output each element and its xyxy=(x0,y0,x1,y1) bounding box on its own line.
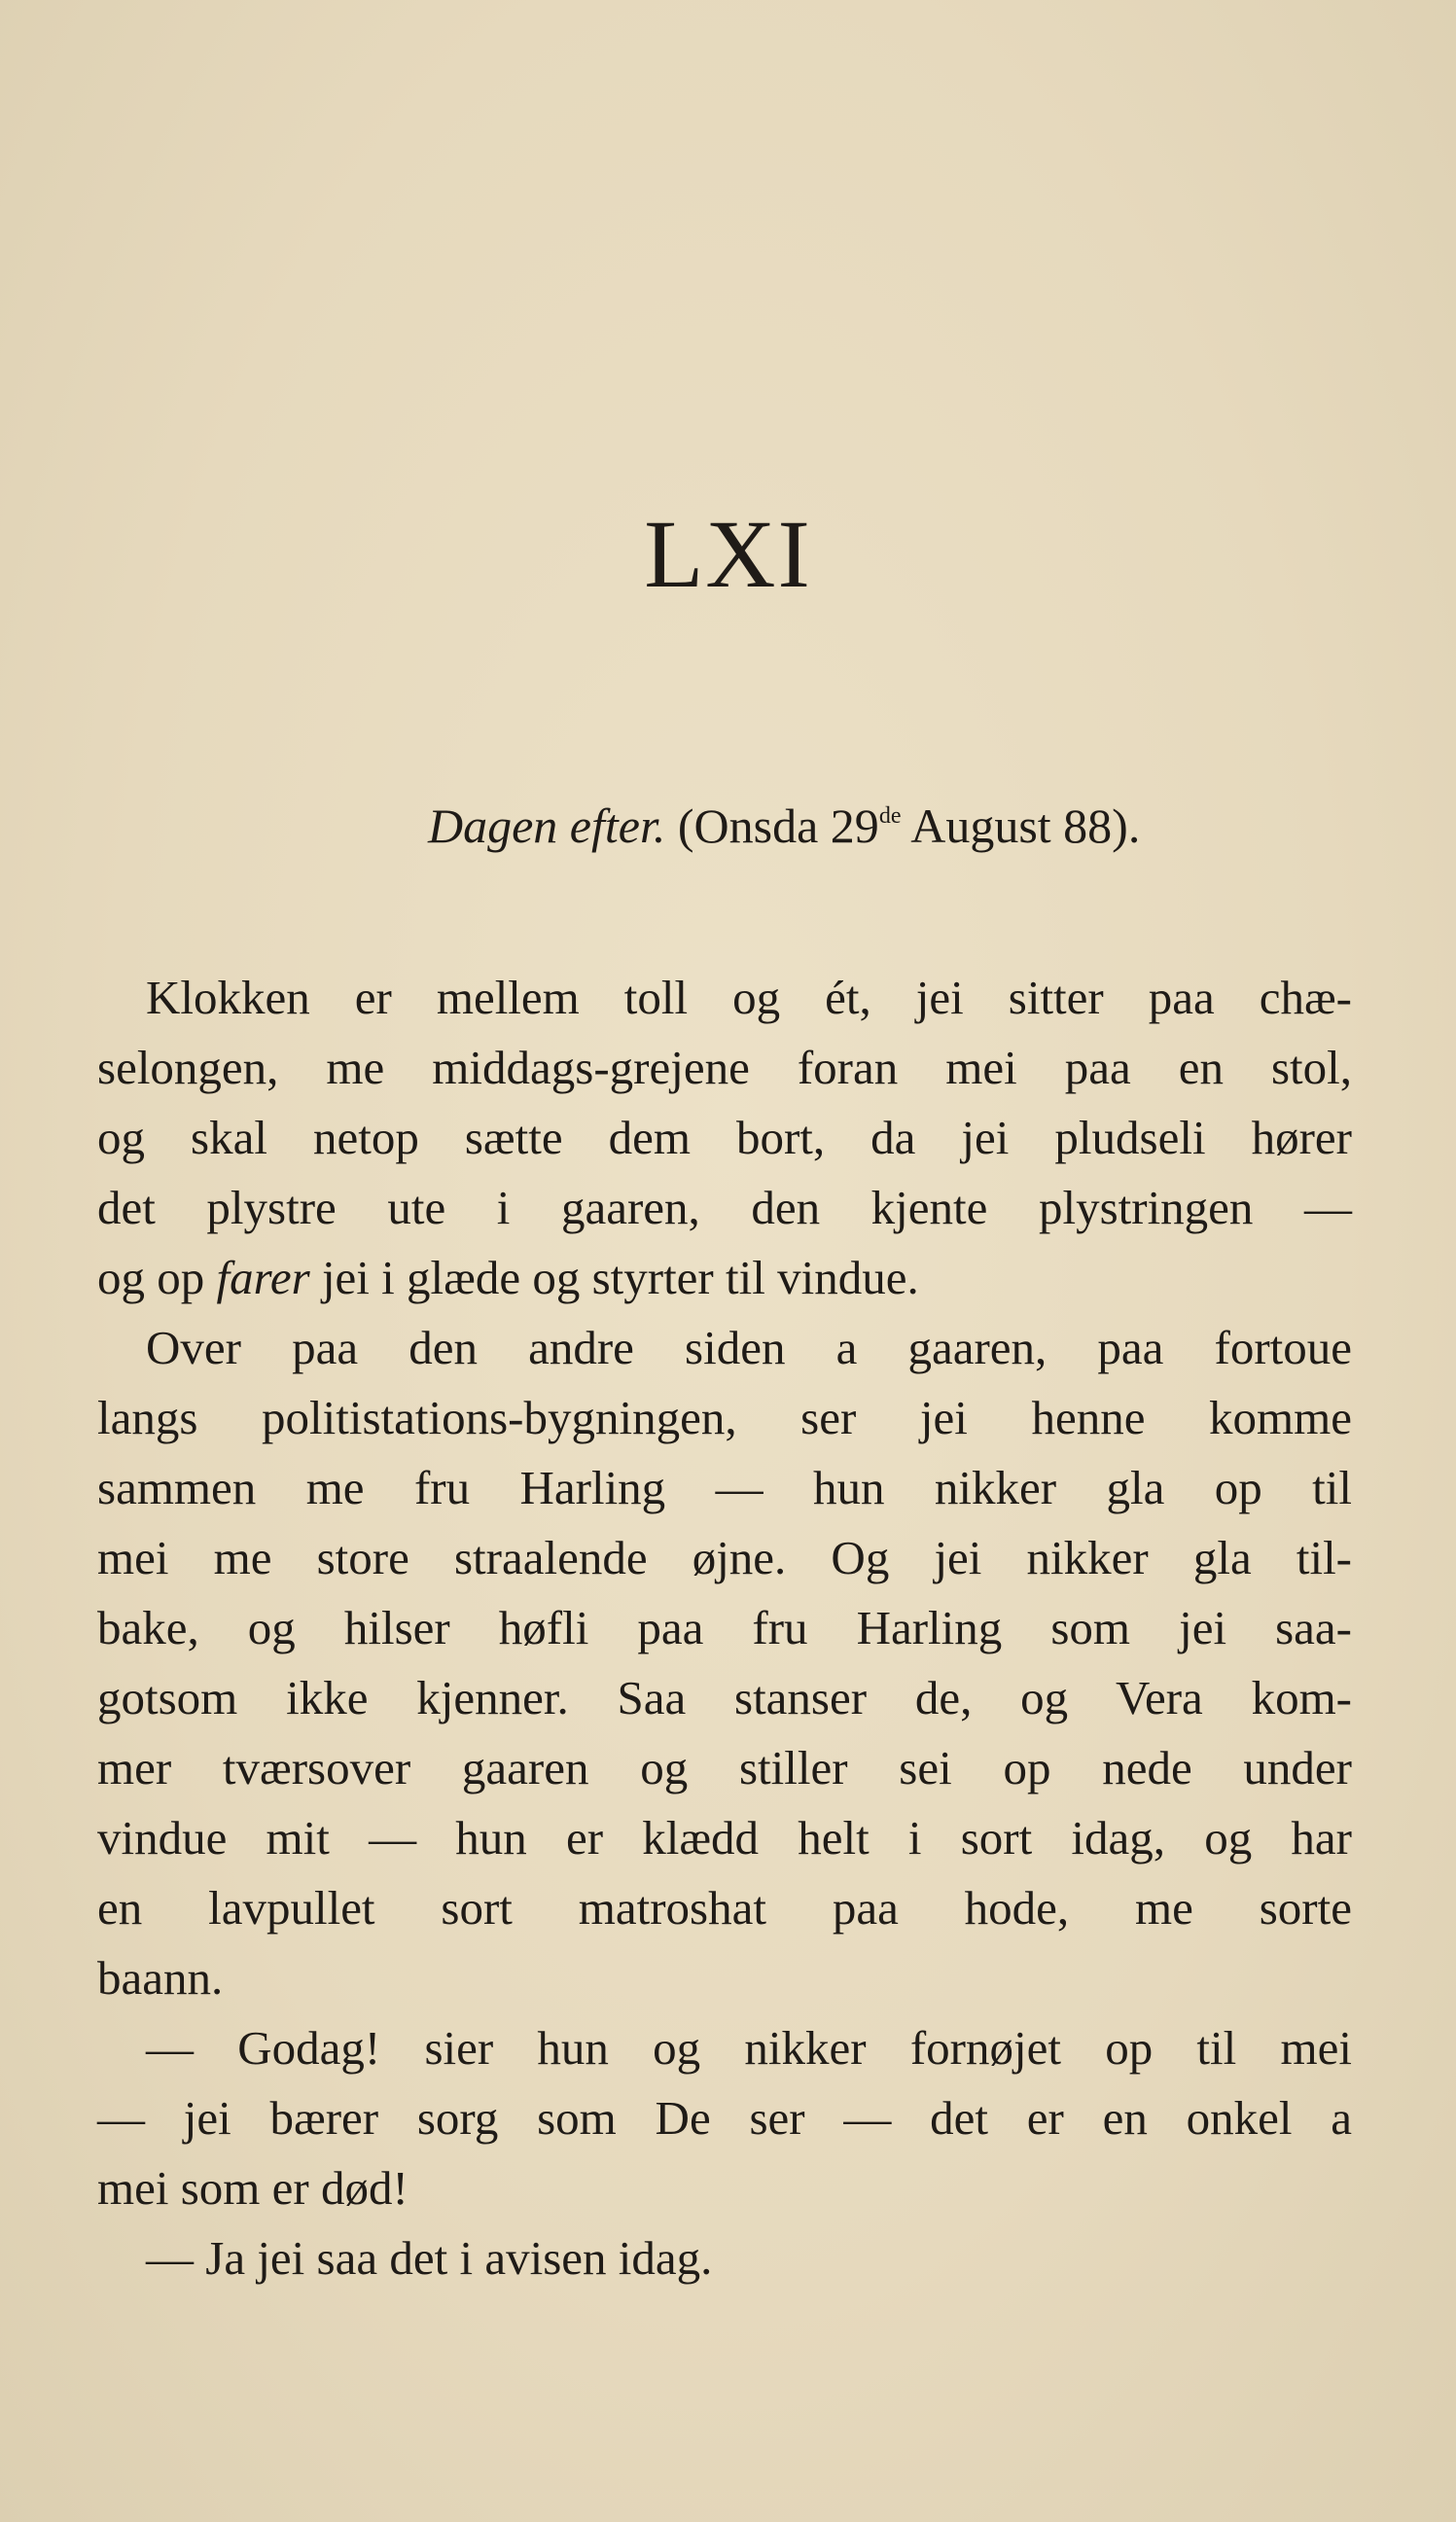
text-line: det plystre ute i gaaren, den kjente plystringen — xyxy=(97,1181,1352,1234)
subheading-date-start: (Onsda 29 xyxy=(677,799,879,853)
text-line: gotsom ikke kjenner. Saa stanser de, og Vera kom- xyxy=(97,1671,1352,1724)
subheading-date-end: August 88). xyxy=(901,799,1141,853)
text-line: Over paa den andre siden a gaaren, paa fortoue xyxy=(146,1321,1352,1374)
text-line: — jei bærer sorg som De ser — det er en onkel a xyxy=(97,2091,1352,2145)
text-line: vindue mit — hun er klædd helt i sort idag, og har xyxy=(97,1811,1352,1865)
text-line: langs politistations-bygningen, ser jei henne komme xyxy=(97,1391,1352,1444)
text-segment: og op xyxy=(97,1251,205,1304)
text-line: — Godag! sier hun og nikker fornøjet op til mei xyxy=(146,2021,1352,2075)
text-line: bake, og hilser høfli paa fru Harling som jei saa- xyxy=(97,1601,1352,1654)
text-line: Klokken er mellem toll og ét, jei sitter paa chæ- xyxy=(146,971,1352,1024)
text-line: en lavpullet sort matroshat paa hode, me sorte xyxy=(97,1881,1352,1935)
chapter-heading: LXI xyxy=(644,500,812,608)
text-line: baann. xyxy=(97,1951,224,2005)
text-line: mei me store straalende øjne. Og jei nikker gla til- xyxy=(97,1531,1352,1584)
text-line xyxy=(97,1243,1352,1313)
chapter-subheading xyxy=(428,798,1140,854)
body-text xyxy=(97,963,1352,2293)
text-line: mei som er død! xyxy=(97,2161,408,2215)
subheading-date xyxy=(678,799,1140,853)
subheading-italic: Dagen efter. xyxy=(428,799,666,853)
text-line: — Ja jei saa det i avisen idag. xyxy=(146,2231,713,2285)
text-emphasis: farer xyxy=(216,1251,310,1304)
text-segment: jei i glæde og styrter til vindue. xyxy=(309,1251,919,1304)
text-line: selongen, me middags-grejene foran mei paa en stol, xyxy=(97,1041,1352,1094)
subheading-superscript: de xyxy=(878,803,902,829)
text-line: mer tværsover gaaren og stiller sei op nede under xyxy=(97,1741,1352,1794)
text-line: og skal netop sætte dem bort, da jei pludseli hører xyxy=(97,1111,1352,1164)
text-line: sammen me fru Harling — hun nikker gla op til xyxy=(97,1461,1352,1514)
